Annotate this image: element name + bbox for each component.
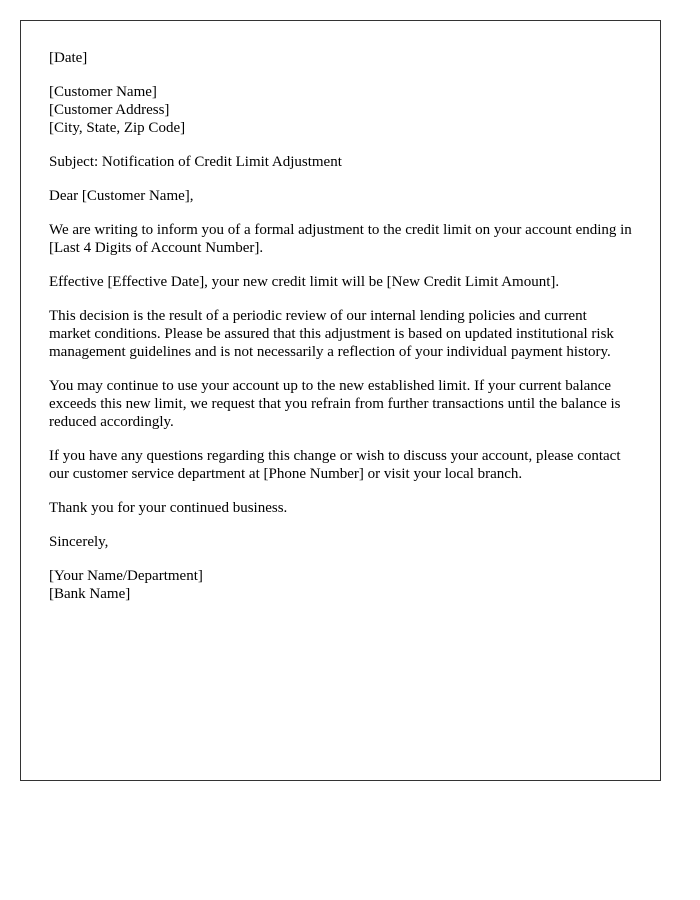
body-paragraph: If you have any questions regarding this change or wish to discuss your account, please contact our customer service department at [Phone Number] or visit your local branch. — [49, 448, 621, 482]
body-paragraph: We are writing to inform you of a formal adjustment to the credit limit on your account ending in [Last 4 Digits of Account Number]. — [49, 222, 632, 256]
recipient-block — [49, 83, 632, 137]
recipient-address: [Customer Address] — [49, 102, 170, 118]
letter-document — [20, 20, 661, 781]
recipient-name: [Customer Name] — [49, 84, 157, 100]
body-paragraph: Effective [Effective Date], your new credit limit will be [New Credit Limit Amount]. — [49, 274, 560, 290]
letter-closing: Sincerely, — [49, 534, 109, 550]
signature-name: [Your Name/Department] — [49, 568, 203, 584]
letter-date: [Date] — [49, 50, 88, 66]
signature-block — [49, 567, 632, 603]
recipient-city-state-zip: [City, State, Zip Code] — [49, 120, 186, 136]
body-paragraph: You may continue to use your account up to the new established limit. If your current balance exceeds this new limit, we request that you refrain from further transactions until the balance is reduced accordingly. — [49, 378, 621, 430]
body-paragraph: This decision is the result of a periodic review of our internal lending policies and current market conditions. Please be assured that this adjustment is based on updated institutional risk management guidelines and is not necessarily a reflection of your individual payment history. — [49, 308, 614, 360]
letter-subject: Subject: Notification of Credit Limit Adjustment — [49, 154, 342, 170]
letter-salutation: Dear [Customer Name], — [49, 188, 194, 204]
signature-bank: [Bank Name] — [49, 586, 131, 602]
body-paragraph: Thank you for your continued business. — [49, 500, 288, 516]
